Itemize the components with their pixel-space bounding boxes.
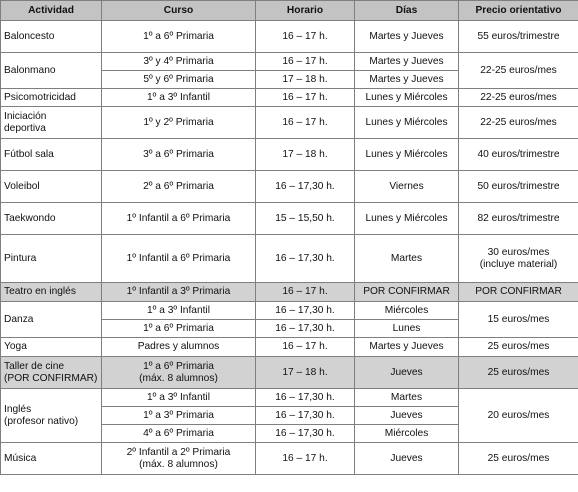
price-line: 30 euros/mes: [487, 247, 550, 259]
days-cell: Martes y Jueves: [355, 53, 459, 71]
activity-name: [1, 389, 102, 443]
days-cell: Martes y Jueves: [355, 338, 459, 357]
table-row: [1, 53, 578, 71]
days-cell: Lunes y Miércoles: [355, 203, 459, 235]
table-row: [1, 203, 578, 235]
schedule-cell: 16 – 17 h.: [256, 89, 355, 107]
table-row: [1, 21, 578, 53]
activity-name: Balonmano: [1, 53, 102, 89]
course-cell: 5º y 6º Primaria: [102, 71, 256, 89]
header-curso: Curso: [102, 1, 256, 21]
price-cell: POR CONFIRMAR: [459, 283, 578, 302]
course-cell: [102, 357, 256, 389]
activity-name-line: Inglés: [4, 404, 32, 416]
days-cell: Viernes: [355, 171, 459, 203]
days-cell: Jueves: [355, 407, 459, 425]
days-cell: Martes y Jueves: [355, 71, 459, 89]
course-cell: 2º a 6º Primaria: [102, 171, 256, 203]
price-cell: 15 euros/mes: [459, 302, 578, 338]
course-note: (máx. 8 alumnos): [139, 458, 218, 470]
header-actividad: Actividad: [1, 1, 102, 21]
schedule-cell: 17 – 18 h.: [256, 139, 355, 171]
activity-name: [1, 107, 102, 139]
activity-name-line: (profesor nativo): [4, 415, 79, 427]
price-cell: [459, 235, 578, 283]
price-cell: 25 euros/mes: [459, 338, 578, 357]
course-cell: 1º Infantil a 3º Primaria: [102, 283, 256, 302]
days-cell: Martes: [355, 389, 459, 407]
activity-name: Música: [1, 443, 102, 475]
days-cell: Martes y Jueves: [355, 21, 459, 53]
price-cell: 40 euros/trimestre: [459, 139, 578, 171]
course-note: (máx. 8 alumnos): [139, 372, 218, 384]
schedule-cell: 16 – 17,30 h.: [256, 407, 355, 425]
table-row: [1, 302, 578, 320]
header-horario: Horario: [256, 1, 355, 21]
price-cell: 25 euros/mes: [459, 443, 578, 475]
schedule-cell: 16 – 17,30 h.: [256, 389, 355, 407]
schedule-cell: 16 – 17 h.: [256, 443, 355, 475]
price-cell: 82 euros/trimestre: [459, 203, 578, 235]
days-cell: Jueves: [355, 443, 459, 475]
days-cell: Miércoles: [355, 425, 459, 443]
course-cell: Padres y alumnos: [102, 338, 256, 357]
price-cell: 20 euros/mes: [459, 389, 578, 443]
table-row: [1, 357, 578, 389]
course-cell: 1º Infantil a 6º Primaria: [102, 235, 256, 283]
price-cell: 55 euros/trimestre: [459, 21, 578, 53]
schedule-cell: 16 – 17,30 h.: [256, 320, 355, 338]
header-dias: Días: [355, 1, 459, 21]
table-row: [1, 443, 578, 475]
price-cell: 50 euros/trimestre: [459, 171, 578, 203]
course-cell: 3º a 6º Primaria: [102, 139, 256, 171]
schedule-cell: 17 – 18 h.: [256, 71, 355, 89]
table-row: [1, 235, 578, 283]
course-cell: 1º a 3º Infantil: [102, 89, 256, 107]
price-cell: 22-25 euros/mes: [459, 89, 578, 107]
table-row: [1, 89, 578, 107]
price-note: (incluye material): [479, 258, 558, 270]
schedule-cell: 16 – 17,30 h.: [256, 171, 355, 203]
course-cell: 1º a 6º Primaria: [102, 320, 256, 338]
schedule-cell: 16 – 17,30 h.: [256, 235, 355, 283]
course-cell: 1º y 2º Primaria: [102, 107, 256, 139]
schedule-cell: 17 – 18 h.: [256, 357, 355, 389]
schedule-cell: 16 – 17,30 h.: [256, 425, 355, 443]
price-cell: 22-25 euros/mes: [459, 53, 578, 89]
header-row: [1, 1, 578, 21]
schedule-cell: 16 – 17 h.: [256, 21, 355, 53]
activity-name: Psicomotricidad: [1, 89, 102, 107]
table-row: [1, 389, 578, 407]
days-cell: POR CONFIRMAR: [355, 283, 459, 302]
activity-name: Fútbol sala: [1, 139, 102, 171]
course-cell: 1º a 3º Primaria: [102, 407, 256, 425]
days-cell: Martes: [355, 235, 459, 283]
course-cell: 1º a 6º Primaria: [102, 21, 256, 53]
course-line: 1º a 6º Primaria: [143, 361, 214, 373]
table-row: [1, 139, 578, 171]
days-cell: Lunes y Miércoles: [355, 107, 459, 139]
activity-name-line: Iniciación: [4, 111, 47, 123]
schedule-cell: 16 – 17,30 h.: [256, 302, 355, 320]
course-cell: 3º y 4º Primaria: [102, 53, 256, 71]
activity-name: Danza: [1, 302, 102, 338]
course-cell: 1º a 3º Infantil: [102, 302, 256, 320]
course-cell: [102, 443, 256, 475]
activity-name: Voleibol: [1, 171, 102, 203]
price-cell: 22-25 euros/mes: [459, 107, 578, 139]
schedule-cell: 15 – 15,50 h.: [256, 203, 355, 235]
table-row: [1, 338, 578, 357]
table-row: [1, 107, 578, 139]
activity-name-line: (POR CONFIRMAR): [4, 372, 98, 384]
days-cell: Jueves: [355, 357, 459, 389]
activity-name: Yoga: [1, 338, 102, 357]
days-cell: Miércoles: [355, 302, 459, 320]
course-cell: 1º a 3º Infantil: [102, 389, 256, 407]
table-row: [1, 171, 578, 203]
table-row: [1, 283, 578, 302]
activity-name: Baloncesto: [1, 21, 102, 53]
schedule-cell: 16 – 17 h.: [256, 53, 355, 71]
activity-name: Teatro en inglés: [1, 283, 102, 302]
course-cell: 1º Infantil a 6º Primaria: [102, 203, 256, 235]
days-cell: Lunes y Miércoles: [355, 89, 459, 107]
activity-name: Taekwondo: [1, 203, 102, 235]
days-cell: Lunes y Miércoles: [355, 139, 459, 171]
schedule-cell: 16 – 17 h.: [256, 107, 355, 139]
days-cell: Lunes: [355, 320, 459, 338]
schedule-cell: 16 – 17 h.: [256, 338, 355, 357]
course-line: 2º Infantil a 2º Primaria: [126, 447, 231, 459]
price-cell: 25 euros/mes: [459, 357, 578, 389]
schedule-cell: 16 – 17 h.: [256, 283, 355, 302]
activity-name-line: deportiva: [4, 122, 46, 134]
activity-name: Pintura: [1, 235, 102, 283]
header-precio: Precio orientativo: [459, 1, 578, 21]
activity-name-line: Taller de cine: [4, 361, 65, 373]
course-cell: 4º a 6º Primaria: [102, 425, 256, 443]
activity-name: [1, 357, 102, 389]
